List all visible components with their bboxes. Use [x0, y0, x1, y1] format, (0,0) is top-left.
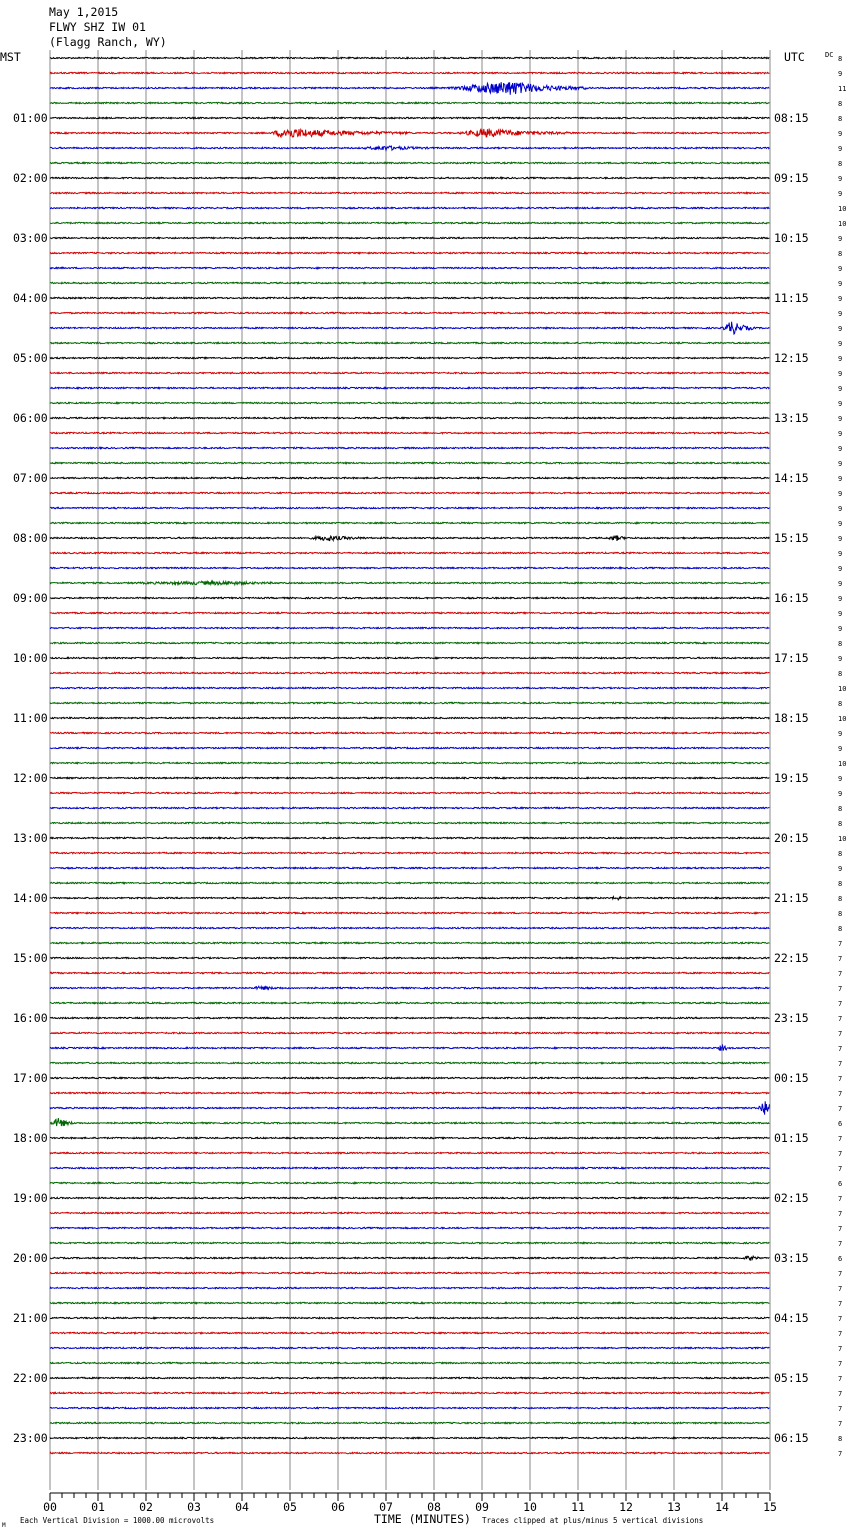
- trace-row-line: [50, 1137, 769, 1138]
- dc-offset-label: 9: [838, 775, 843, 783]
- dc-offset-label: 9: [838, 505, 843, 513]
- dc-offset-label: 9: [838, 745, 843, 753]
- mst-hour-label: 05:00: [13, 351, 48, 365]
- dc-offset-label: 7: [838, 1045, 843, 1053]
- dc-offset-label: 8: [838, 670, 843, 678]
- trace-row-line: [50, 986, 769, 989]
- trace-row-line: [50, 747, 769, 748]
- trace-row-line: [50, 417, 769, 418]
- mst-hour-label: 08:00: [13, 531, 48, 545]
- trace-row-line: [50, 942, 769, 943]
- dc-offset-label: 7: [838, 1030, 843, 1038]
- trace-row-line: [50, 597, 769, 598]
- trace-row-line: [50, 1272, 769, 1273]
- dc-offset-label: 10: [838, 685, 847, 693]
- dc-offset-label: 7: [838, 1150, 843, 1158]
- mst-hour-label: 18:00: [13, 1131, 48, 1145]
- dc-offset-label: 9: [838, 535, 843, 543]
- trace-row-line: [50, 282, 769, 283]
- trace-row-line: [50, 237, 769, 238]
- x-tick-label: 13: [667, 1500, 681, 1514]
- trace-row-line: [50, 882, 769, 883]
- trace-row-line: [50, 477, 769, 478]
- trace-row-line: [50, 1287, 769, 1288]
- x-tick-label: 03: [187, 1500, 201, 1514]
- dc-offset-label: 7: [838, 1345, 843, 1353]
- dc-offset-label: 7: [838, 1300, 843, 1308]
- clip-note: Traces clipped at plus/minus 5 vertical divisions: [482, 1516, 704, 1525]
- dc-offset-label: 8: [838, 115, 843, 123]
- x-tick-label: 11: [571, 1500, 585, 1514]
- dc-offset-label: 9: [838, 355, 843, 363]
- dc-offset-label: 9: [838, 520, 843, 528]
- trace-row-line: [50, 567, 769, 568]
- dc-offset-label: 8: [838, 850, 843, 858]
- utc-hour-label: 18:15: [774, 711, 809, 725]
- corner-mark: M: [2, 1522, 6, 1529]
- dc-offset-label: 9: [838, 475, 843, 483]
- dc-offset-label: 9: [838, 385, 843, 393]
- dc-offset-label: 7: [838, 940, 843, 948]
- dc-offset-label: 9: [838, 325, 843, 333]
- trace-row-line: [50, 1077, 769, 1078]
- x-tick-label: 05: [283, 1500, 297, 1514]
- dc-offset-label: 9: [838, 175, 843, 183]
- utc-hour-label: 09:15: [774, 171, 809, 185]
- x-tick-label: 14: [715, 1500, 729, 1514]
- trace-row-line: [50, 672, 769, 673]
- trace-row-line: [50, 657, 769, 658]
- trace-row-line: [50, 897, 769, 900]
- dc-offset-label: 8: [838, 820, 843, 828]
- mst-hour-label: 15:00: [13, 951, 48, 965]
- trace-row-line: [50, 222, 769, 223]
- trace-row-line: [50, 1167, 769, 1168]
- trace-row-line: [50, 1101, 769, 1114]
- dc-offset-label: 7: [838, 1315, 843, 1323]
- x-tick-label: 07: [379, 1500, 393, 1514]
- left-zone-label: MST: [0, 50, 21, 64]
- dc-offset-label: 6: [838, 1120, 843, 1128]
- mst-hour-label: 17:00: [13, 1071, 48, 1085]
- trace-row-line: [50, 536, 769, 541]
- dc-offset-label: 8: [838, 700, 843, 708]
- dc-offset-label: 8: [838, 895, 843, 903]
- trace-row-line: [50, 1046, 769, 1051]
- trace-row-line: [50, 177, 769, 178]
- mst-hour-label: 21:00: [13, 1311, 48, 1325]
- trace-row-line: [50, 1362, 769, 1363]
- trace-row-line: [50, 762, 769, 763]
- mst-hour-label: 04:00: [13, 291, 48, 305]
- dc-offset-label: 7: [838, 1450, 843, 1458]
- x-tick-label: 09: [475, 1500, 489, 1514]
- dc-offset-label: 9: [838, 625, 843, 633]
- dc-offset-label: 9: [838, 145, 843, 153]
- trace-row-line: [50, 146, 769, 150]
- time-labels: [13, 55, 846, 1458]
- dc-offset-label: 8: [838, 100, 843, 108]
- dc-offset-label: 6: [838, 1180, 843, 1188]
- utc-hour-label: 15:15: [774, 531, 809, 545]
- x-axis-label: TIME (MINUTES): [374, 1512, 471, 1526]
- trace-row-line: [50, 252, 769, 253]
- trace-row-line: [50, 1062, 769, 1063]
- utc-hour-label: 22:15: [774, 951, 809, 965]
- dc-offset-label: 7: [838, 1225, 843, 1233]
- dc-label: DC: [825, 51, 834, 59]
- trace-row-line: [50, 927, 769, 928]
- trace-row-line: [50, 822, 769, 823]
- dc-offset-label: 9: [838, 235, 843, 243]
- utc-hour-label: 21:15: [774, 891, 809, 905]
- trace-row-line: [50, 522, 769, 523]
- trace-row-line: [50, 1197, 769, 1198]
- x-tick-label: 02: [139, 1500, 153, 1514]
- trace-row-line: [50, 1242, 769, 1243]
- mst-hour-label: 20:00: [13, 1251, 48, 1265]
- trace-row-line: [50, 82, 769, 95]
- trace-row-line: [50, 1002, 769, 1003]
- mst-hour-label: 10:00: [13, 651, 48, 665]
- trace-row-line: [50, 1032, 769, 1033]
- utc-hour-label: 04:15: [774, 1311, 809, 1325]
- trace-row-line: [50, 972, 769, 973]
- dc-offset-label: 9: [838, 790, 843, 798]
- mst-hour-label: 09:00: [13, 591, 48, 605]
- trace-row-line: [50, 1422, 769, 1423]
- mst-hour-label: 14:00: [13, 891, 48, 905]
- dc-offset-label: 9: [838, 340, 843, 348]
- trace-row-line: [50, 1407, 769, 1408]
- trace-row-line: [50, 837, 769, 838]
- trace-row-line: [50, 1118, 769, 1126]
- x-tick-label: 08: [427, 1500, 441, 1514]
- dc-offset-label: 10: [838, 205, 847, 213]
- x-tick-label: 12: [619, 1500, 633, 1514]
- utc-hour-label: 10:15: [774, 231, 809, 245]
- mst-hour-label: 16:00: [13, 1011, 48, 1025]
- utc-hour-label: 16:15: [774, 591, 809, 605]
- trace-row-line: [50, 1347, 769, 1348]
- trace-row-line: [50, 492, 769, 493]
- dc-offset-label: 7: [838, 1090, 843, 1098]
- mst-hour-label: 07:00: [13, 471, 48, 485]
- trace-row-line: [50, 1452, 769, 1453]
- trace-row-line: [50, 207, 769, 208]
- mst-hour-label: 11:00: [13, 711, 48, 725]
- trace-row-line: [50, 72, 769, 73]
- dc-offset-label: 7: [838, 1330, 843, 1338]
- dc-offset-label: 7: [838, 1360, 843, 1368]
- dc-offset-label: 9: [838, 430, 843, 438]
- dc-offset-label: 9: [838, 460, 843, 468]
- dc-offset-label: 9: [838, 865, 843, 873]
- utc-hour-label: 20:15: [774, 831, 809, 845]
- trace-row-line: [50, 1212, 769, 1213]
- trace-row-line: [50, 702, 769, 703]
- trace-row-line: [50, 357, 769, 358]
- trace-row-line: [50, 1152, 769, 1153]
- utc-hour-label: 13:15: [774, 411, 809, 425]
- dc-offset-label: 7: [838, 1165, 843, 1173]
- utc-hour-label: 02:15: [774, 1191, 809, 1205]
- utc-hour-label: 11:15: [774, 291, 809, 305]
- trace-row-line: [50, 372, 769, 373]
- dc-offset-label: 8: [838, 910, 843, 918]
- trace-row-line: [50, 432, 769, 433]
- dc-offset-label: 9: [838, 295, 843, 303]
- dc-offset-label: 7: [838, 1195, 843, 1203]
- trace-row-line: [50, 102, 769, 103]
- trace-row-line: [50, 777, 769, 778]
- trace-row-line: [50, 507, 769, 508]
- trace-row-line: [50, 1392, 769, 1393]
- dc-offset-label: 7: [838, 1060, 843, 1068]
- x-tick-label: 10: [523, 1500, 537, 1514]
- dc-offset-label: 7: [838, 1210, 843, 1218]
- trace-row-line: [50, 792, 769, 793]
- mst-hour-label: 19:00: [13, 1191, 48, 1205]
- trace-row-line: [50, 581, 769, 585]
- dc-offset-label: 7: [838, 1135, 843, 1143]
- mst-hour-label: 02:00: [13, 171, 48, 185]
- trace-row-line: [50, 1092, 769, 1093]
- dc-offset-label: 8: [838, 640, 843, 648]
- utc-hour-label: 03:15: [774, 1251, 809, 1265]
- dc-offset-label: 7: [838, 1390, 843, 1398]
- header-station: FLWY SHZ IW 01: [49, 20, 146, 34]
- trace-row-line: [50, 807, 769, 808]
- trace-row-line: [50, 717, 769, 718]
- dc-offset-label: 9: [838, 190, 843, 198]
- mst-hour-label: 13:00: [13, 831, 48, 845]
- dc-offset-label: 9: [838, 655, 843, 663]
- trace-rows: [50, 57, 769, 1453]
- dc-offset-label: 10: [838, 220, 847, 228]
- dc-offset-label: 9: [838, 445, 843, 453]
- dc-offset-label: 8: [838, 1435, 843, 1443]
- dc-offset-label: 9: [838, 490, 843, 498]
- right-zone-label: UTC: [784, 50, 805, 64]
- trace-row-line: [50, 1227, 769, 1228]
- utc-hour-label: 14:15: [774, 471, 809, 485]
- dc-offset-label: 9: [838, 730, 843, 738]
- utc-hour-label: 06:15: [774, 1431, 809, 1445]
- dc-offset-label: 7: [838, 1270, 843, 1278]
- trace-row-line: [50, 387, 769, 388]
- dc-offset-label: 6: [838, 1255, 843, 1263]
- trace-row-line: [50, 732, 769, 733]
- dc-offset-label: 9: [838, 310, 843, 318]
- dc-offset-label: 9: [838, 595, 843, 603]
- dc-offset-label: 9: [838, 415, 843, 423]
- dc-offset-label: 8: [838, 805, 843, 813]
- header-location: (Flagg Ranch, WY): [49, 35, 167, 49]
- dc-offset-label: 7: [838, 1075, 843, 1083]
- utc-hour-label: 19:15: [774, 771, 809, 785]
- x-tick-label: 01: [91, 1500, 105, 1514]
- x-tick-label: 06: [331, 1500, 345, 1514]
- trace-row-line: [50, 1302, 769, 1303]
- dc-offset-label: 9: [838, 400, 843, 408]
- dc-offset-label: 7: [838, 1015, 843, 1023]
- trace-row-line: [50, 1437, 769, 1438]
- utc-hour-label: 23:15: [774, 1011, 809, 1025]
- trace-row-line: [50, 117, 769, 118]
- dc-offset-label: 7: [838, 985, 843, 993]
- dc-offset-label: 9: [838, 580, 843, 588]
- trace-row-line: [50, 267, 769, 268]
- utc-hour-label: 17:15: [774, 651, 809, 665]
- mst-hour-label: 22:00: [13, 1371, 48, 1385]
- dc-offset-label: 7: [838, 955, 843, 963]
- trace-row-line: [50, 1017, 769, 1018]
- dc-offset-label: 7: [838, 1375, 843, 1383]
- mst-hour-label: 12:00: [13, 771, 48, 785]
- utc-hour-label: 12:15: [774, 351, 809, 365]
- dc-offset-label: 10: [838, 835, 847, 843]
- dc-offset-label: 10: [838, 715, 847, 723]
- trace-row-line: [50, 162, 769, 163]
- dc-offset-label: 8: [838, 55, 843, 63]
- trace-row-line: [50, 1332, 769, 1333]
- dc-offset-label: 11: [838, 85, 847, 93]
- trace-row-line: [50, 312, 769, 313]
- header-date: May 1,2015: [49, 5, 119, 19]
- trace-row-line: [50, 867, 769, 868]
- dc-offset-label: 9: [838, 550, 843, 558]
- mst-hour-label: 23:00: [13, 1431, 48, 1445]
- trace-row-line: [50, 552, 769, 553]
- dc-offset-label: 9: [838, 130, 843, 138]
- dc-offset-label: 9: [838, 565, 843, 573]
- dc-offset-label: 7: [838, 1420, 843, 1428]
- trace-row-line: [50, 447, 769, 448]
- utc-hour-label: 05:15: [774, 1371, 809, 1385]
- dc-offset-label: 7: [838, 1405, 843, 1413]
- trace-row-line: [50, 612, 769, 613]
- mst-hour-label: 03:00: [13, 231, 48, 245]
- dc-offset-label: 7: [838, 1000, 843, 1008]
- trace-row-line: [50, 1377, 769, 1378]
- dc-offset-label: 8: [838, 925, 843, 933]
- trace-row-line: [50, 642, 769, 643]
- trace-row-line: [50, 57, 769, 58]
- trace-row-line: [50, 1182, 769, 1183]
- trace-row-line: [50, 912, 769, 913]
- dc-offset-label: 9: [838, 265, 843, 273]
- mst-hour-label: 01:00: [13, 111, 48, 125]
- trace-row-line: [50, 687, 769, 688]
- dc-offset-label: 7: [838, 1240, 843, 1248]
- utc-hour-label: 08:15: [774, 111, 809, 125]
- dc-offset-label: 9: [838, 280, 843, 288]
- trace-row-line: [50, 462, 769, 463]
- trace-row-line: [50, 1256, 769, 1260]
- x-tick-label: 15: [763, 1500, 777, 1514]
- x-tick-label: 00: [43, 1500, 57, 1514]
- trace-row-line: [50, 297, 769, 298]
- dc-offset-label: 8: [838, 880, 843, 888]
- dc-offset-label: 10: [838, 760, 847, 768]
- dc-offset-label: 9: [838, 370, 843, 378]
- trace-row-line: [50, 129, 769, 137]
- dc-offset-label: 7: [838, 1105, 843, 1113]
- dc-offset-label: 8: [838, 250, 843, 258]
- trace-row-line: [50, 402, 769, 403]
- x-axis: [43, 1493, 777, 1514]
- trace-row-line: [50, 627, 769, 628]
- scale-note: Each Vertical Division = 1000.00 microvolts: [20, 1516, 215, 1525]
- trace-row-line: [50, 322, 769, 334]
- dc-offset-label: 8: [838, 160, 843, 168]
- trace-row-line: [50, 192, 769, 193]
- dc-offset-label: 9: [838, 70, 843, 78]
- trace-row-line: [50, 957, 769, 958]
- utc-hour-label: 00:15: [774, 1071, 809, 1085]
- x-tick-label: 04: [235, 1500, 249, 1514]
- trace-row-line: [50, 342, 769, 343]
- mst-hour-label: 06:00: [13, 411, 48, 425]
- trace-row-line: [50, 852, 769, 853]
- dc-offset-label: 9: [838, 610, 843, 618]
- trace-row-line: [50, 1317, 769, 1318]
- dc-offset-label: 7: [838, 1285, 843, 1293]
- dc-offset-label: 7: [838, 970, 843, 978]
- utc-hour-label: 01:15: [774, 1131, 809, 1145]
